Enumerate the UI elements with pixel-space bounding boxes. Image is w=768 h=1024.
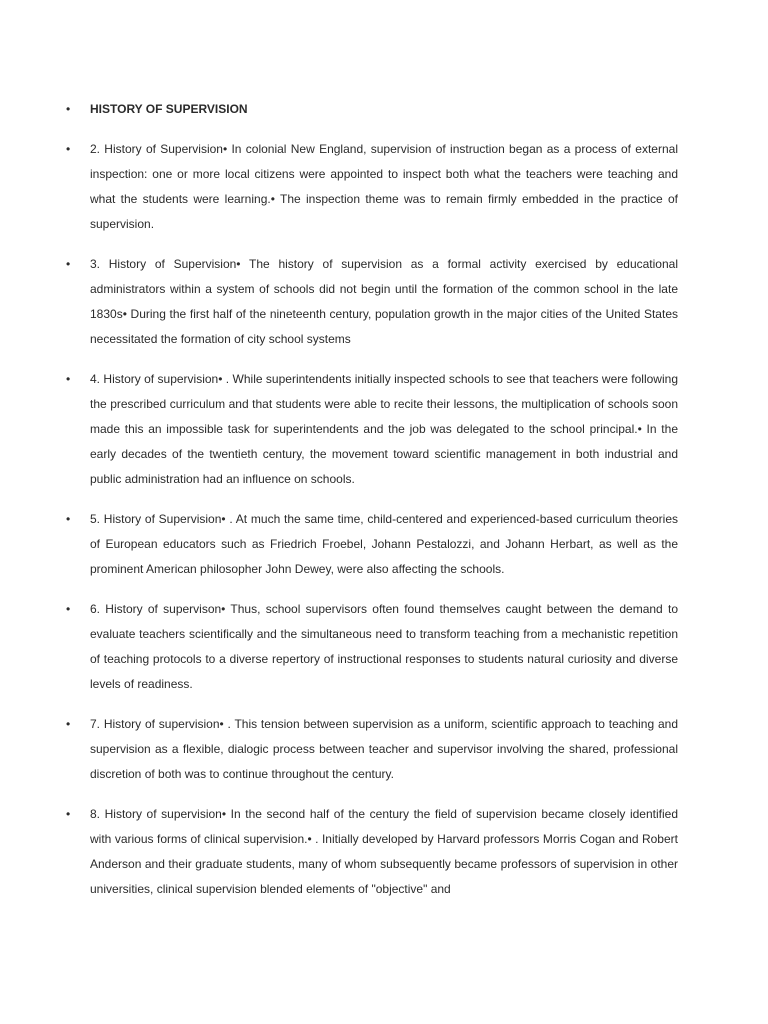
bullet-icon: • [66, 102, 71, 116]
list-item-heading [0, 97, 768, 122]
list-item [0, 802, 768, 902]
bullet-list [0, 97, 768, 917]
bullet-icon: • [66, 142, 71, 156]
list-item [0, 137, 768, 237]
bullet-icon: • [66, 257, 71, 271]
paragraph-text: 4. History of supervision• . While superintendents initially inspected schools to see that teachers were following the prescribed curriculum and that students were able to recite their lessons, the multiplication of schools soon made this an impossible task for superintendents and the job was delegated to the school principal.• In the early decades of the twentieth century, the movement toward scientific management in both industrial and public administration had an influence on schools. [90, 372, 678, 486]
paragraph-text: 3. History of Supervision• The history of supervision as a formal activity exercised by educational administrators within a system of schools did not begin until the formation of the common school in the late 1830s• During the first half of the nineteenth century, population growth in the major cities of the United States necessitated the formation of city school systems [90, 257, 678, 346]
paragraph-text: 5. History of Supervision• . At much the same time, child-centered and experienced-based curriculum theories of European educators such as Friedrich Froebel, Johann Pestalozzi, and Johann Herbart, as well as the prominent American philosopher John Dewey, were also affecting the schools. [90, 512, 678, 576]
list-item [0, 712, 768, 787]
paragraph-text: 7. History of supervision• . This tension between supervision as a uniform, scientific approach to teaching and supervision as a flexible, dialogic process between teacher and supervisor involving the shared, professional discretion of both was to continue throughout the century. [90, 717, 678, 781]
document-title: HISTORY OF SUPERVISION [90, 102, 248, 116]
bullet-icon: • [66, 372, 71, 386]
list-item [0, 252, 768, 352]
list-item [0, 597, 768, 697]
bullet-icon: • [66, 807, 71, 821]
list-item [0, 367, 768, 492]
bullet-icon: • [66, 512, 71, 526]
bullet-icon: • [66, 602, 71, 616]
list-item [0, 507, 768, 582]
bullet-icon: • [66, 717, 71, 731]
paragraph-text: 8. History of supervision• In the second half of the century the field of supervision became closely identified with various forms of clinical supervision.• . Initially developed by Harvard professors Morris Cogan and Robert Anderson and their graduate students, many of whom subsequently became professors of supervision in other universities, clinical supervision blended elements of "objective" and [90, 807, 678, 896]
paragraph-text: 6. History of supervison• Thus, school supervisors often found themselves caught between the demand to evaluate teachers scientifically and the simultaneous need to transform teaching from a mechanistic repetition of teaching protocols to a diverse repertory of instructional responses to students natural curiosity and diverse levels of readiness. [90, 602, 678, 691]
paragraph-text: 2. History of Supervision• In colonial New England, supervision of instruction began as a process of external inspection: one or more local citizens were appointed to inspect both what the teachers were teaching and what the students were learning.• The inspection theme was to remain firmly embedded in the practice of supervision. [90, 142, 678, 231]
